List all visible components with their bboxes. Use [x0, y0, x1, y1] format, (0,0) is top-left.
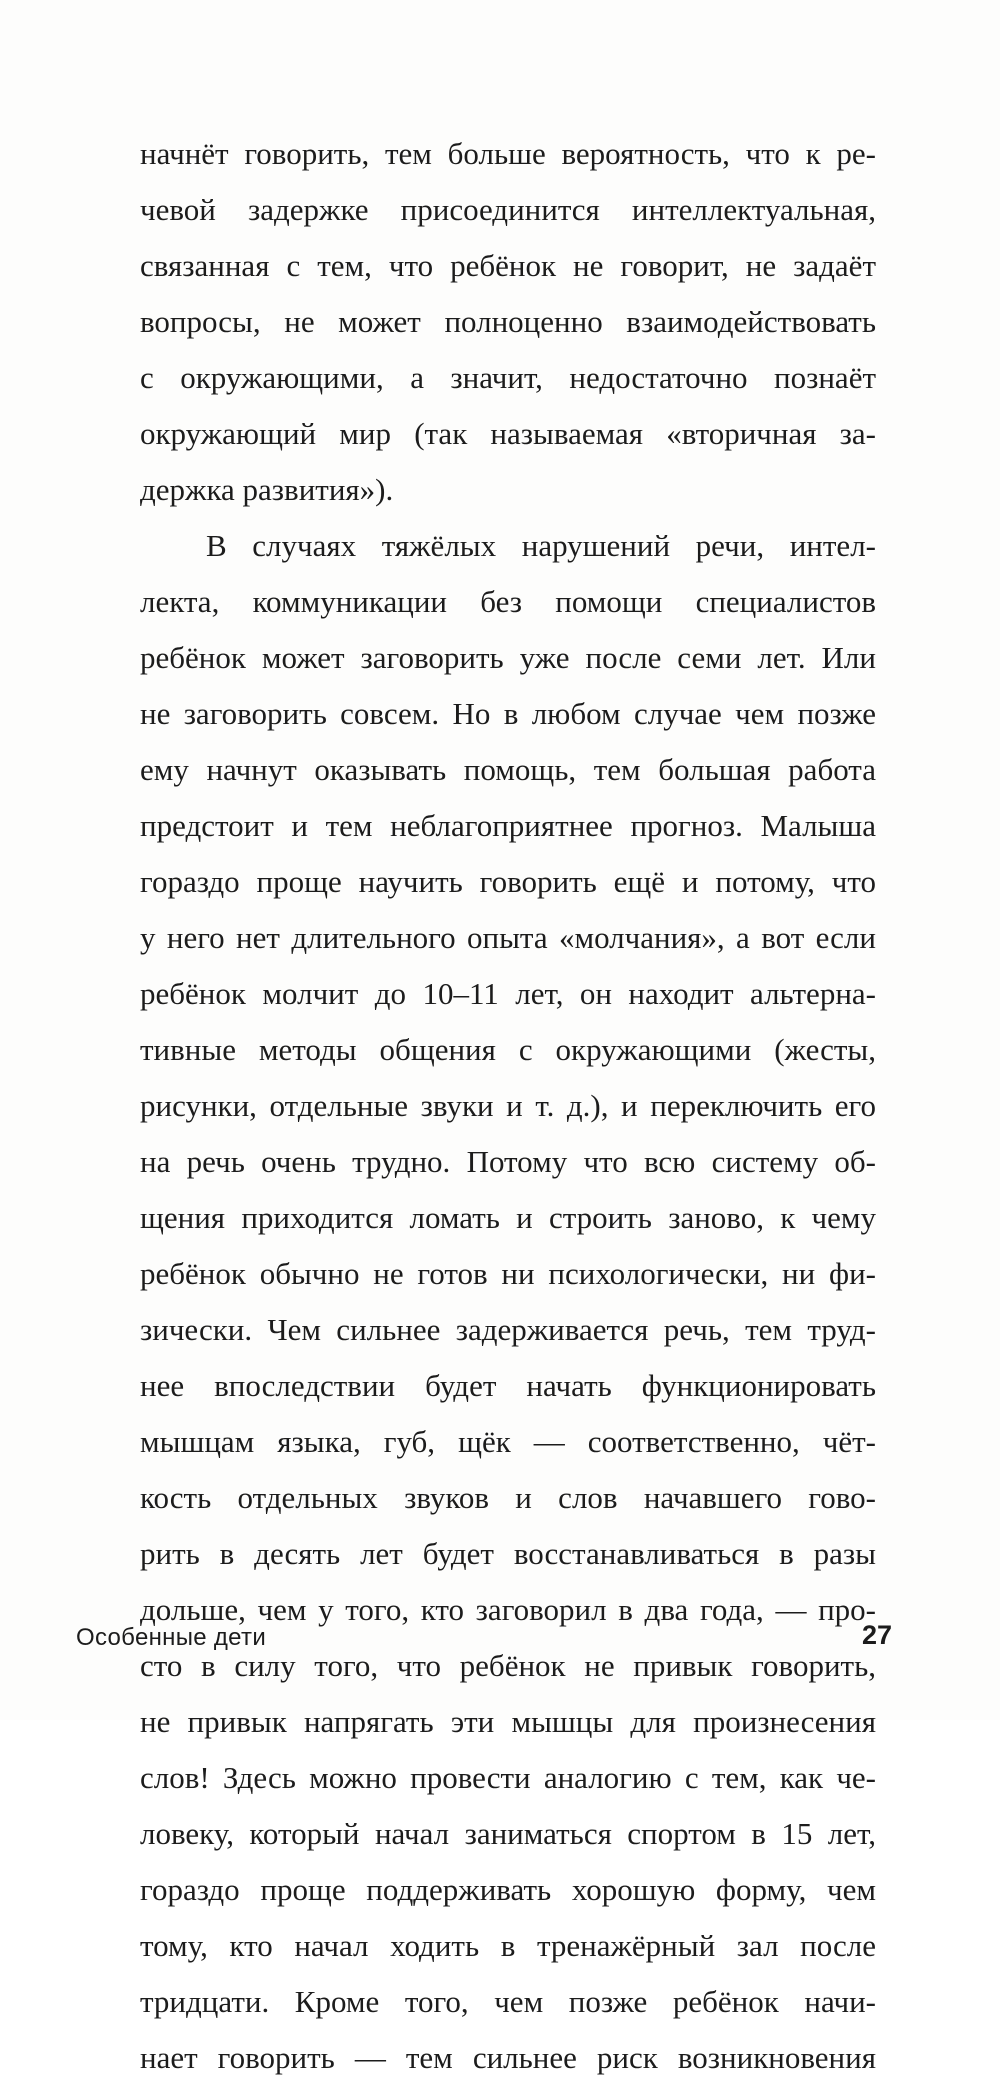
text-line: у него нет длительного опыта «молчания», а вот если: [140, 920, 876, 955]
text-line: чевой задержке присоединится интеллектуальная,: [140, 192, 876, 227]
text-line: на речь очень трудно. Потому что всю систему об-: [140, 1144, 876, 1179]
text-line: рить в десять лет будет восстанавливаться в разы: [140, 1536, 876, 1571]
paragraph-first-line: В случаях тяжёлых нарушений речи, интел-: [206, 528, 876, 563]
text-line: тивные методы общения с окружающими (жесты,: [140, 1032, 876, 1067]
text-line: держка развития»).: [140, 472, 394, 507]
text-line: тридцати. Кроме того, чем позже ребёнок начи-: [140, 1984, 876, 2019]
text-line: слов! Здесь можно провести аналогию с тем, как че-: [140, 1760, 876, 1795]
text-line: кость отдельных звуков и слов начавшего гово-: [140, 1480, 876, 1515]
text-line: окружающий мир (так называемая «вторичная за-: [140, 416, 876, 451]
text-line: вопросы, не может полноценно взаимодействовать: [140, 304, 876, 339]
body-text: [140, 126, 876, 2086]
text-line: ребёнок может заговорить уже после семи лет. Или: [140, 640, 876, 675]
text-line: начнёт говорить, тем больше вероятность, что к ре-: [140, 136, 876, 171]
text-line: ему начнут оказывать помощь, тем большая работа: [140, 752, 876, 787]
text-line: с окружающими, а значит, недостаточно познаёт: [140, 360, 876, 395]
text-line: ловеку, который начал заниматься спортом в 15 лет,: [140, 1816, 876, 1851]
text-line: сто в силу того, что ребёнок не привык говорить,: [140, 1648, 876, 1683]
text-line: связанная с тем, что ребёнок не говорит, не задаёт: [140, 248, 876, 283]
text-line: зически. Чем сильнее задерживается речь, тем труд-: [140, 1312, 876, 1347]
text-line: тому, кто начал ходить в тренажёрный зал после: [140, 1928, 876, 1963]
text-line: рисунки, отдельные звуки и т. д.), и переключить его: [140, 1088, 876, 1123]
text-line: не заговорить совсем. Но в любом случае чем позже: [140, 696, 876, 731]
text-line: гораздо проще поддерживать хорошую форму, чем: [140, 1872, 876, 1907]
text-line: предстоит и тем неблагоприятнее прогноз. Малыша: [140, 808, 876, 843]
text-line: гораздо проще научить говорить ещё и потому, что: [140, 864, 876, 899]
text-line: щения приходится ломать и строить заново, к чему: [140, 1200, 876, 1235]
text-line: не привык напрягать эти мышцы для произнесения: [140, 1704, 876, 1739]
text-line: лекта, коммуникации без помощи специалистов: [140, 584, 876, 619]
text-line: нает говорить — тем сильнее риск возникновения: [140, 2040, 876, 2075]
text-line: нее впоследствии будет начать функционировать: [140, 1368, 876, 1403]
running-footer-title: Особенные дети: [76, 1624, 267, 1651]
text-line: дольше, чем у того, кто заговорил в два года, — про-: [140, 1592, 876, 1627]
text-line: ребёнок молчит до 10–11 лет, он находит альтерна-: [140, 976, 876, 1011]
page-number: 27: [861, 1620, 892, 1650]
text-line: ребёнок обычно не готов ни психологически, ни фи-: [140, 1256, 876, 1291]
text-line: мышцам языка, губ, щёк — соответственно, чёт-: [140, 1424, 876, 1459]
